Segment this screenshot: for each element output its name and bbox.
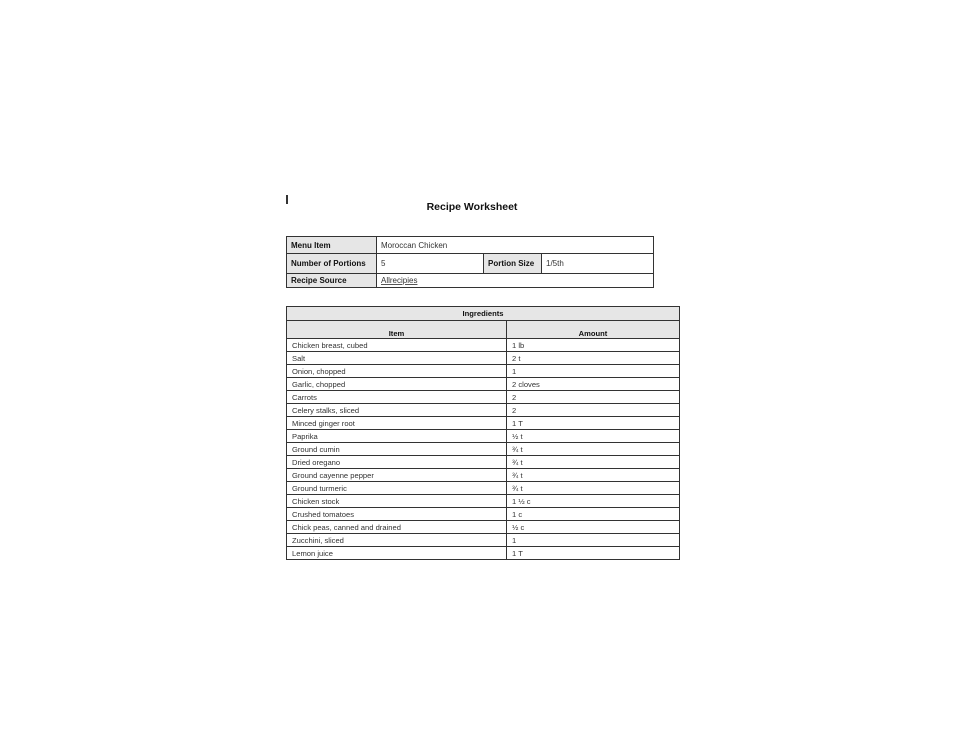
ingredient-row	[287, 482, 680, 495]
source-row	[287, 274, 654, 288]
ingredient-item[interactable]: Ground cumin	[287, 443, 507, 456]
ingredient-amount[interactable]: 2	[507, 391, 680, 404]
ingredient-item[interactable]: Onion, chopped	[287, 365, 507, 378]
ingredient-row	[287, 456, 680, 469]
ingredient-item[interactable]: Ground cayenne pepper	[287, 469, 507, 482]
ingredient-item[interactable]: Lemon juice	[287, 547, 507, 560]
ingredient-row	[287, 365, 680, 378]
recipe-source-label: Recipe Source	[287, 274, 377, 288]
ingredient-row	[287, 339, 680, 352]
menu-item-value[interactable]: Moroccan Chicken	[377, 237, 654, 254]
ingredient-row	[287, 508, 680, 521]
ingredients-caption: Ingredients	[287, 307, 680, 321]
ingredient-row	[287, 391, 680, 404]
ingredient-row	[287, 534, 680, 547]
ingredient-amount[interactable]: ½ t	[507, 430, 680, 443]
portion-size-label: Portion Size	[484, 254, 542, 274]
ingredient-amount[interactable]: 1 T	[507, 547, 680, 560]
ingredient-amount[interactable]: 1 lb	[507, 339, 680, 352]
ingredient-row	[287, 495, 680, 508]
ingredient-amount[interactable]: ¾ t	[507, 469, 680, 482]
portions-value[interactable]: 5	[377, 254, 484, 274]
ingredient-item[interactable]: Chicken stock	[287, 495, 507, 508]
portions-label: Number of Portions	[287, 254, 377, 274]
column-header-item: Item	[287, 321, 507, 339]
ingredient-row	[287, 404, 680, 417]
ingredient-row	[287, 521, 680, 534]
ingredient-row	[287, 469, 680, 482]
ingredient-amount[interactable]: 1 c	[507, 508, 680, 521]
menu-item-row	[287, 237, 654, 254]
ingredient-amount[interactable]: ¾ t	[507, 443, 680, 456]
portion-size-value[interactable]: 1/5th	[542, 254, 654, 274]
ingredient-item[interactable]: Ground turmeric	[287, 482, 507, 495]
ingredient-amount[interactable]: 1	[507, 534, 680, 547]
ingredient-item[interactable]: Zucchini, sliced	[287, 534, 507, 547]
ingredient-item[interactable]: Chick peas, canned and drained	[287, 521, 507, 534]
ingredient-amount[interactable]: ¾ t	[507, 456, 680, 469]
column-header-amount: Amount	[507, 321, 680, 339]
ingredient-amount[interactable]: 1	[507, 365, 680, 378]
ingredient-amount[interactable]: 1 ½ c	[507, 495, 680, 508]
ingredient-amount[interactable]: 2 t	[507, 352, 680, 365]
ingredient-item[interactable]: Crushed tomatoes	[287, 508, 507, 521]
ingredient-item[interactable]: Celery stalks, sliced	[287, 404, 507, 417]
recipe-source-link[interactable]: Allrecipies	[381, 276, 418, 285]
page-title: Recipe Worksheet	[426, 201, 518, 213]
menu-item-label: Menu Item	[287, 237, 377, 254]
ingredient-row	[287, 417, 680, 430]
ingredient-row	[287, 430, 680, 443]
ingredient-row	[287, 378, 680, 391]
ingredient-item[interactable]: Salt	[287, 352, 507, 365]
ingredient-row	[287, 547, 680, 560]
ingredient-amount[interactable]: 1 T	[507, 417, 680, 430]
ingredient-item[interactable]: Paprika	[287, 430, 507, 443]
ingredients-table	[286, 306, 680, 560]
ingredient-item[interactable]: Chicken breast, cubed	[287, 339, 507, 352]
ingredient-item[interactable]: Minced ginger root	[287, 417, 507, 430]
ingredient-item[interactable]: Garlic, chopped	[287, 378, 507, 391]
ingredient-row	[287, 443, 680, 456]
ingredient-amount[interactable]: ½ c	[507, 521, 680, 534]
recipe-source-value[interactable]	[377, 274, 654, 288]
ingredient-row	[287, 352, 680, 365]
ingredient-item[interactable]: Carrots	[287, 391, 507, 404]
ingredient-amount[interactable]: ¾ t	[507, 482, 680, 495]
ingredient-amount[interactable]: 2 cloves	[507, 378, 680, 391]
recipe-info-table	[286, 236, 654, 288]
ingredient-item[interactable]: Dried oregano	[287, 456, 507, 469]
portions-row	[287, 254, 654, 274]
ingredient-amount[interactable]: 2	[507, 404, 680, 417]
